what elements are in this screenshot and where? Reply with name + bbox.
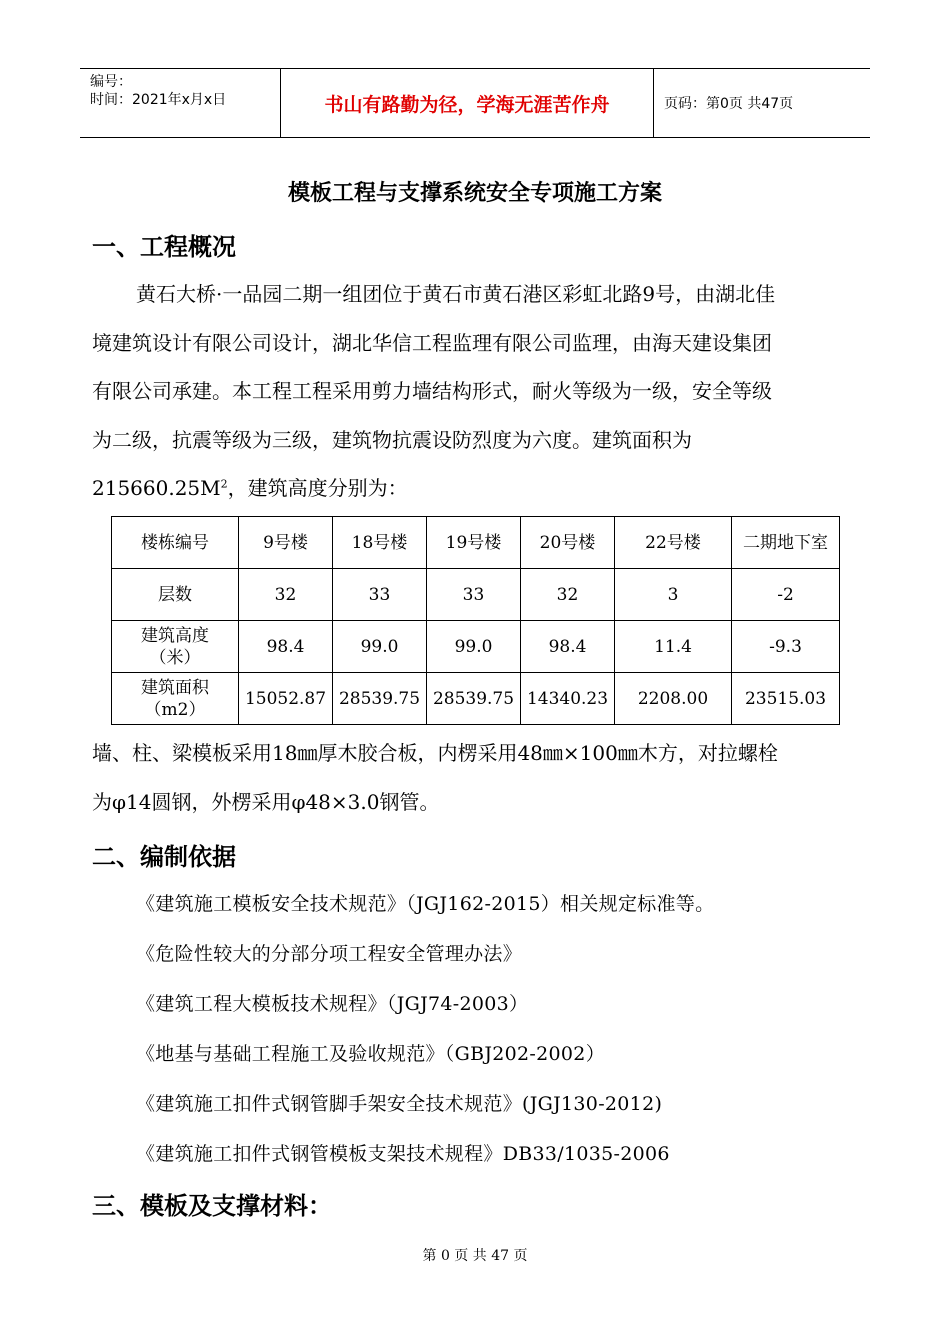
reference-item: 《建筑施工扣件式钢管脚手架安全技术规范》(JGJ130-2012) bbox=[136, 1093, 663, 1115]
table-cell: 32 bbox=[521, 569, 615, 621]
para-line-4: 为二级，抗震等级为三级，建筑物抗震设防烈度为六度。建筑面积为 bbox=[92, 427, 692, 452]
table-cell: 14340.23 bbox=[521, 673, 615, 725]
table-header-cell: 20号楼 bbox=[521, 517, 615, 569]
section1-paragraph bbox=[92, 270, 862, 513]
table-cell: 11.4 bbox=[615, 621, 732, 673]
document-title: 模板工程与支撑系统安全专项施工方案 bbox=[287, 180, 662, 206]
table-row bbox=[112, 673, 840, 725]
material-line-2: 为φ14圆钢，外楞采用φ48×3.0钢管。 bbox=[92, 789, 440, 814]
area-suffix: ，建筑高度分别为： bbox=[227, 476, 408, 500]
table-header-cell: 22号楼 bbox=[615, 517, 732, 569]
table-cell: 99.0 bbox=[333, 621, 427, 673]
para-line-2: 境建筑设计有限公司设计，湖北华信工程监理有限公司监理，由海天建设集团 bbox=[92, 330, 772, 355]
material-line-1: 墙、柱、梁模板采用18㎜厚木胶合板，内楞采用48㎜×100㎜木方，对拉螺栓 bbox=[92, 741, 778, 765]
table-header-cell: 9号楼 bbox=[239, 517, 333, 569]
building-table bbox=[111, 516, 840, 725]
section2-heading: 二、编制依据 bbox=[92, 842, 236, 871]
table-cell: 建筑高度（米） bbox=[112, 621, 239, 673]
reference-item: 《危险性较大的分部分项工程安全管理办法》 bbox=[136, 943, 523, 965]
section3-heading: 三、模板及支撑材料： bbox=[92, 1191, 332, 1220]
para-line-3: 有限公司承建。本工程工程采用剪力墙结构形式，耐火等级为一级，安全等级 bbox=[92, 379, 772, 403]
table-header-cell: 二期地下室 bbox=[732, 517, 840, 569]
table-header-cell: 19号楼 bbox=[427, 517, 521, 569]
table-cell: 28539.75 bbox=[427, 673, 521, 725]
reference-item: 《建筑施工模板安全技术规范》（JGJ162-2015）相关规定标准等。 bbox=[136, 893, 715, 915]
table-cell: 2208.00 bbox=[615, 673, 732, 725]
table-cell: -2 bbox=[732, 569, 840, 621]
reference-item: 《建筑施工扣件式钢管模板支架技术规程》DB33/1035-2006 bbox=[136, 1143, 670, 1165]
table-header-cell: 18号楼 bbox=[333, 517, 427, 569]
area-superscript: 2 bbox=[220, 477, 228, 491]
table-cell: 23515.03 bbox=[732, 673, 840, 725]
table-cell: 33 bbox=[333, 569, 427, 621]
table-cell: 32 bbox=[239, 569, 333, 621]
table-header-cell: 楼栋编号 bbox=[112, 517, 239, 569]
page-footer: 第 0 页 共 47 页 bbox=[422, 1248, 528, 1264]
header-number: 编号： bbox=[90, 74, 132, 90]
table-cell: -9.3 bbox=[732, 621, 840, 673]
header-date: 时间：2021年x月x日 bbox=[90, 92, 227, 108]
table-cell: 15052.87 bbox=[239, 673, 333, 725]
table-cell: 99.0 bbox=[427, 621, 521, 673]
reference-item: 《建筑工程大模板技术规程》（JGJ74-2003） bbox=[136, 993, 529, 1015]
table-cell: 98.4 bbox=[521, 621, 615, 673]
table-cell: 层数 bbox=[112, 569, 239, 621]
table-header-row bbox=[112, 517, 840, 569]
table-cell: 33 bbox=[427, 569, 521, 621]
table-cell: 建筑面积（m2） bbox=[112, 673, 239, 725]
material-paragraph bbox=[92, 729, 862, 826]
reference-item: 《地基与基础工程施工及验收规范》（GBJ202-2002） bbox=[136, 1043, 605, 1065]
table-cell: 28539.75 bbox=[333, 673, 427, 725]
page-header bbox=[80, 68, 870, 138]
section1-heading: 一、工程概况 bbox=[92, 232, 236, 261]
table-cell: 98.4 bbox=[239, 621, 333, 673]
header-meta bbox=[80, 69, 280, 137]
table-row bbox=[112, 621, 840, 673]
table-row bbox=[112, 569, 840, 621]
table-cell: 3 bbox=[615, 569, 732, 621]
header-motto: 书山有路勤为径，学海无涯苦作舟 bbox=[280, 69, 654, 137]
para-line-5 bbox=[92, 464, 862, 513]
header-page-info: 页码：第0页 共47页 bbox=[664, 96, 794, 112]
para-line-1: 黄石大桥·一品园二期一组团位于黄石市黄石港区彩虹北路9号，由湖北佳 bbox=[136, 282, 776, 306]
area-value: 215660.25M bbox=[92, 476, 221, 500]
